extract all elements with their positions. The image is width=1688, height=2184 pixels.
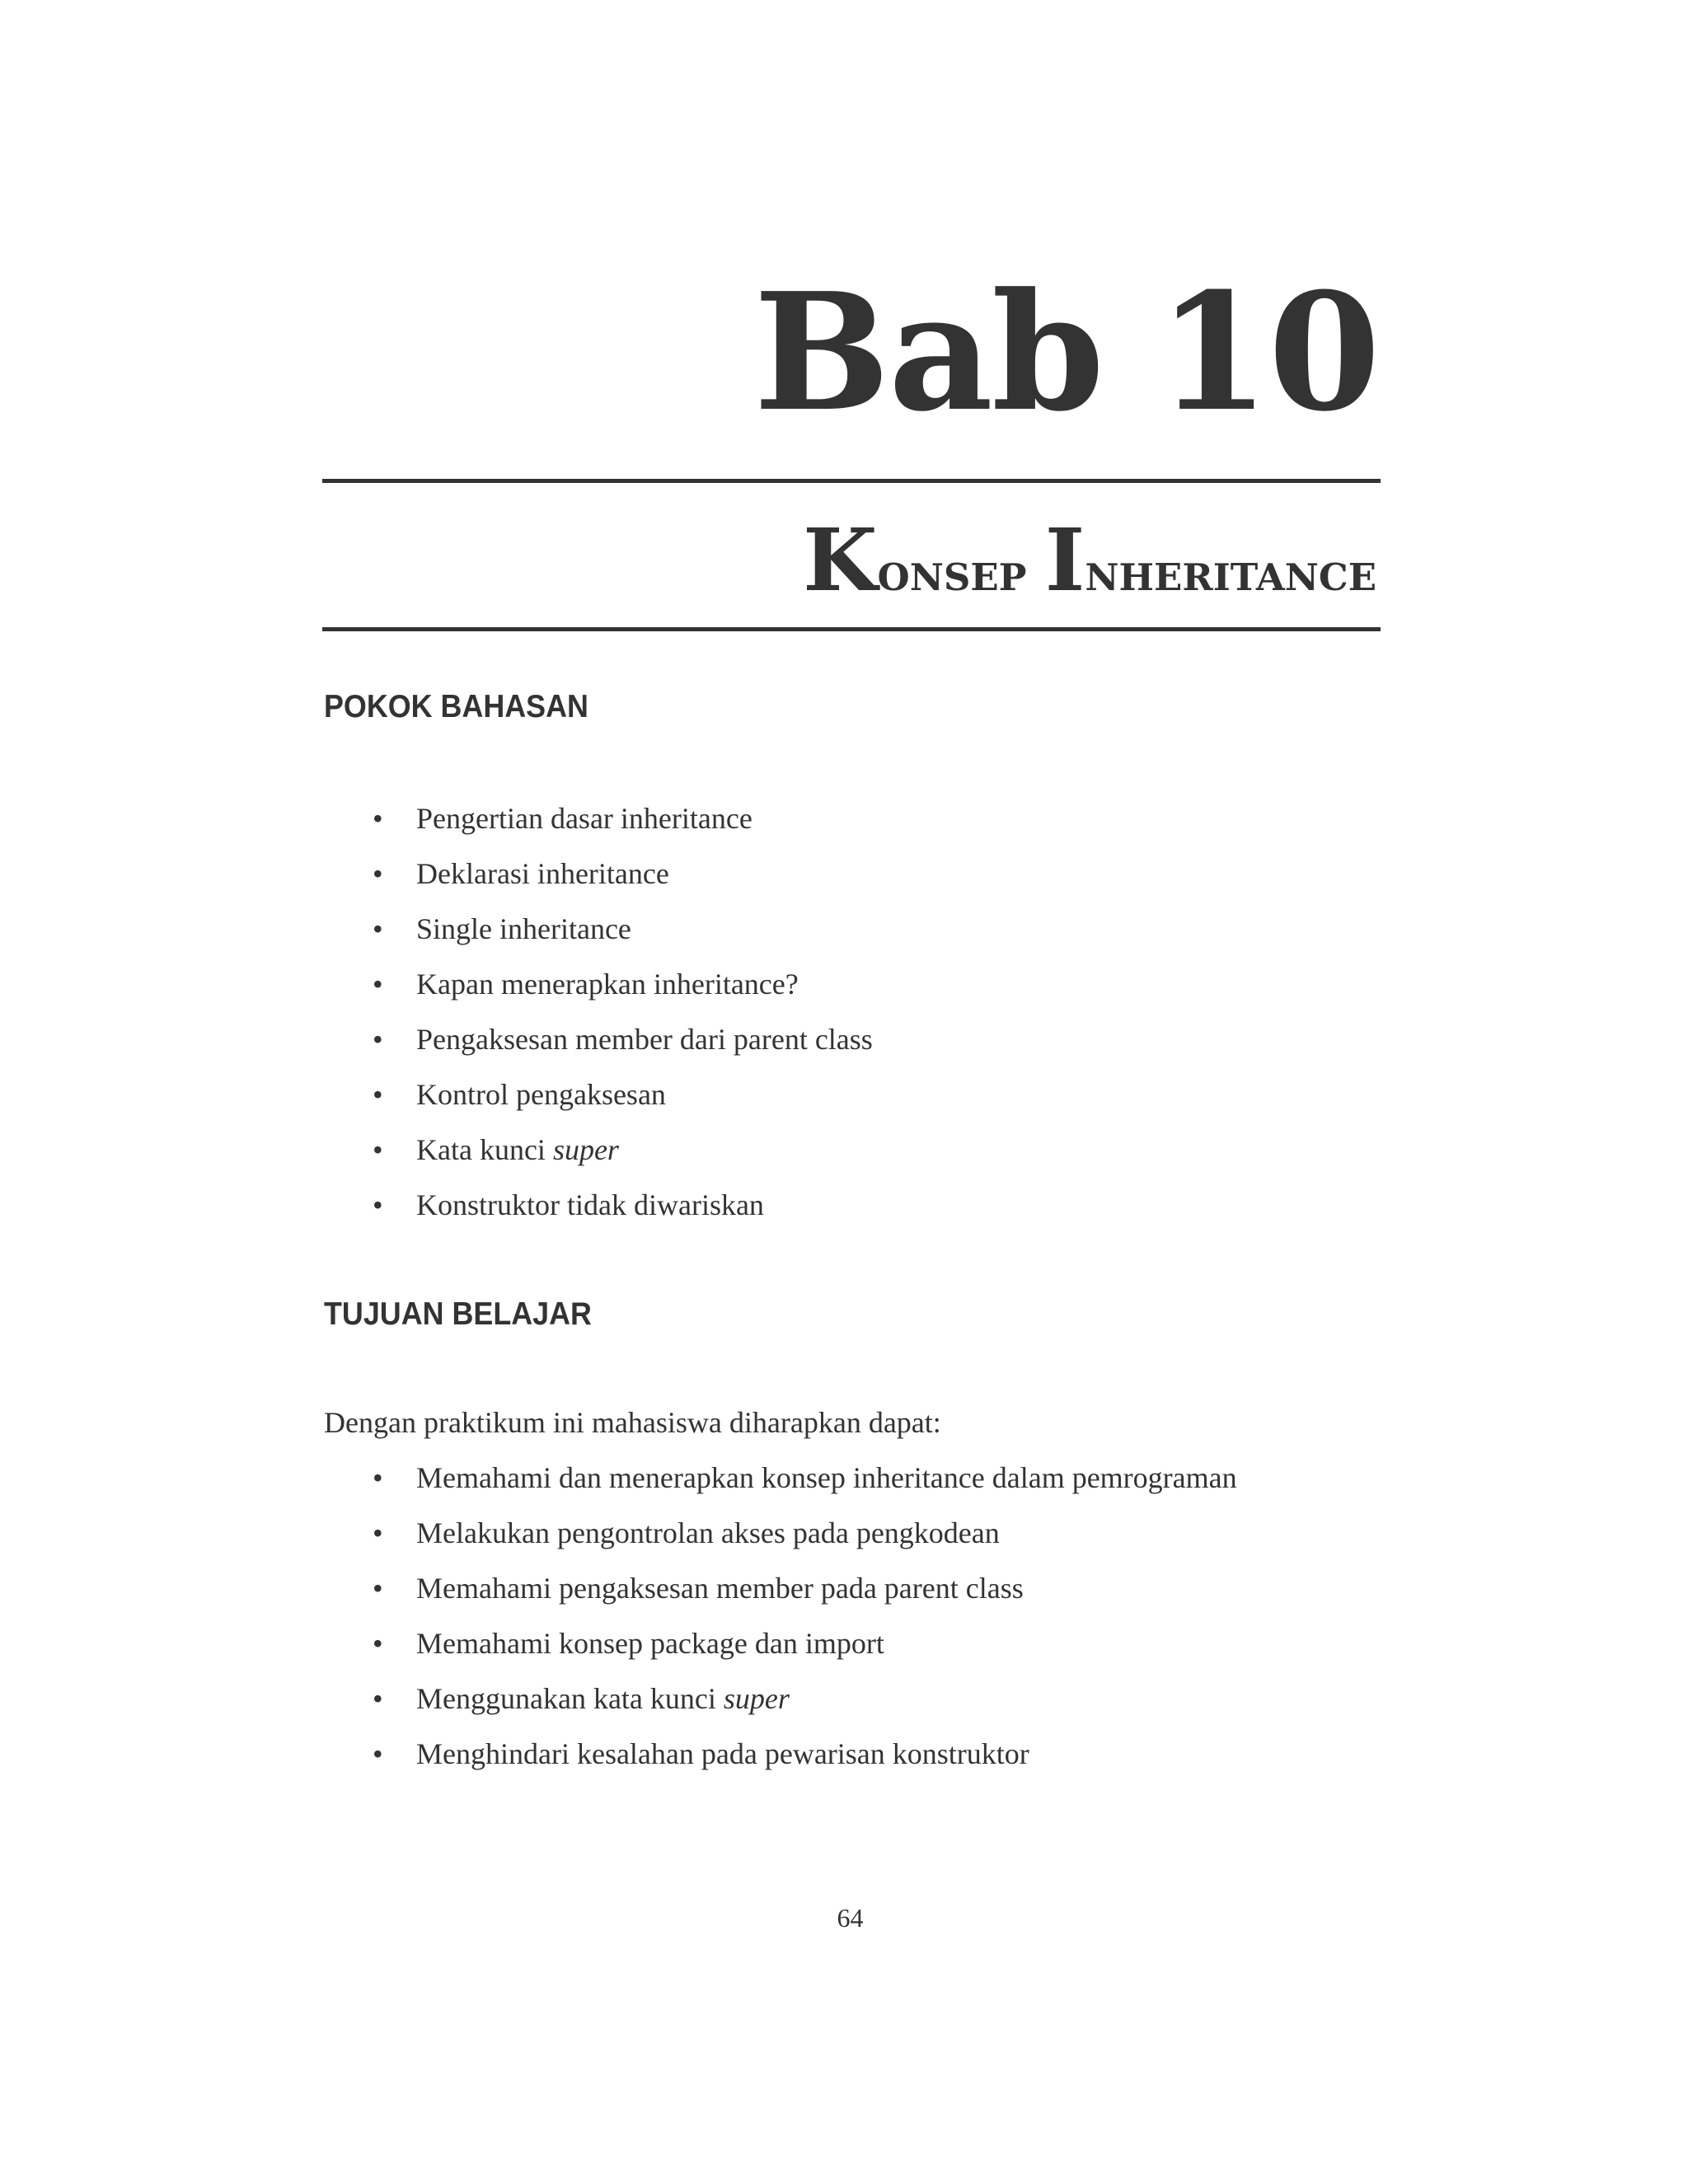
objectives-heading: TUJUAN BELAJAR [324,1296,592,1332]
list-item-text: Kata kunci super [416,1133,619,1166]
chapter-title-part-1: onsep [877,541,1045,603]
list-item-text: Konstruktor tidak diwariskan [416,1188,764,1221]
title-rule-top [322,479,1381,483]
chapter-title-cap-2: I [1044,509,1085,611]
bullet-icon: • [373,1461,383,1494]
bullet-icon: • [373,857,383,890]
bullet-icon: • [373,1737,383,1770]
list-item-text: Memahami dan menerapkan konsep inheritance dalam pemrograman [416,1461,1237,1494]
title-rule-bottom [322,627,1381,631]
chapter-title-cap-1: K [803,509,878,611]
chapter-number: Bab 10 [753,258,1379,448]
chapter-title [803,509,1376,612]
chapter-title-part-2: nheritance [1085,541,1376,603]
bullet-icon: • [373,1516,383,1549]
bullet-icon: • [373,912,383,945]
bullet-icon: • [373,1133,383,1166]
list-item-text: Memahami konsep package dan import [416,1627,884,1660]
list-item-text: Single inheritance [416,912,631,945]
list-item-text: Menghindari kesalahan pada pewarisan konstruktor [416,1737,1029,1770]
list-item-text: Pengaksesan member dari parent class [416,1023,873,1056]
list-item-text: Kontrol pengaksesan [416,1078,666,1111]
list-item-text: Pengertian dasar inheritance [416,802,753,835]
bullet-icon: • [373,802,383,835]
bullet-icon: • [373,1627,383,1660]
topics-heading: POKOK BAHASAN [324,689,588,724]
bullet-icon: • [373,968,383,1001]
bullet-icon: • [373,1188,383,1221]
list-item-text: Melakukan pengontrolan akses pada pengkodean [416,1516,1000,1549]
list-item-text: Kapan menerapkan inheritance? [416,968,799,1001]
page-number: 64 [837,1903,864,1933]
bullet-icon: • [373,1078,383,1111]
list-item-text: Menggunakan kata kunci super [416,1682,790,1715]
bullet-icon: • [373,1682,383,1715]
list-item-text: Memahami pengaksesan member pada parent class [416,1572,1024,1605]
bullet-icon: • [373,1572,383,1605]
list-item-text: Deklarasi inheritance [416,857,669,890]
objectives-intro: Dengan praktikum ini mahasiswa diharapkan dapat: [324,1406,941,1439]
bullet-icon: • [373,1023,383,1056]
